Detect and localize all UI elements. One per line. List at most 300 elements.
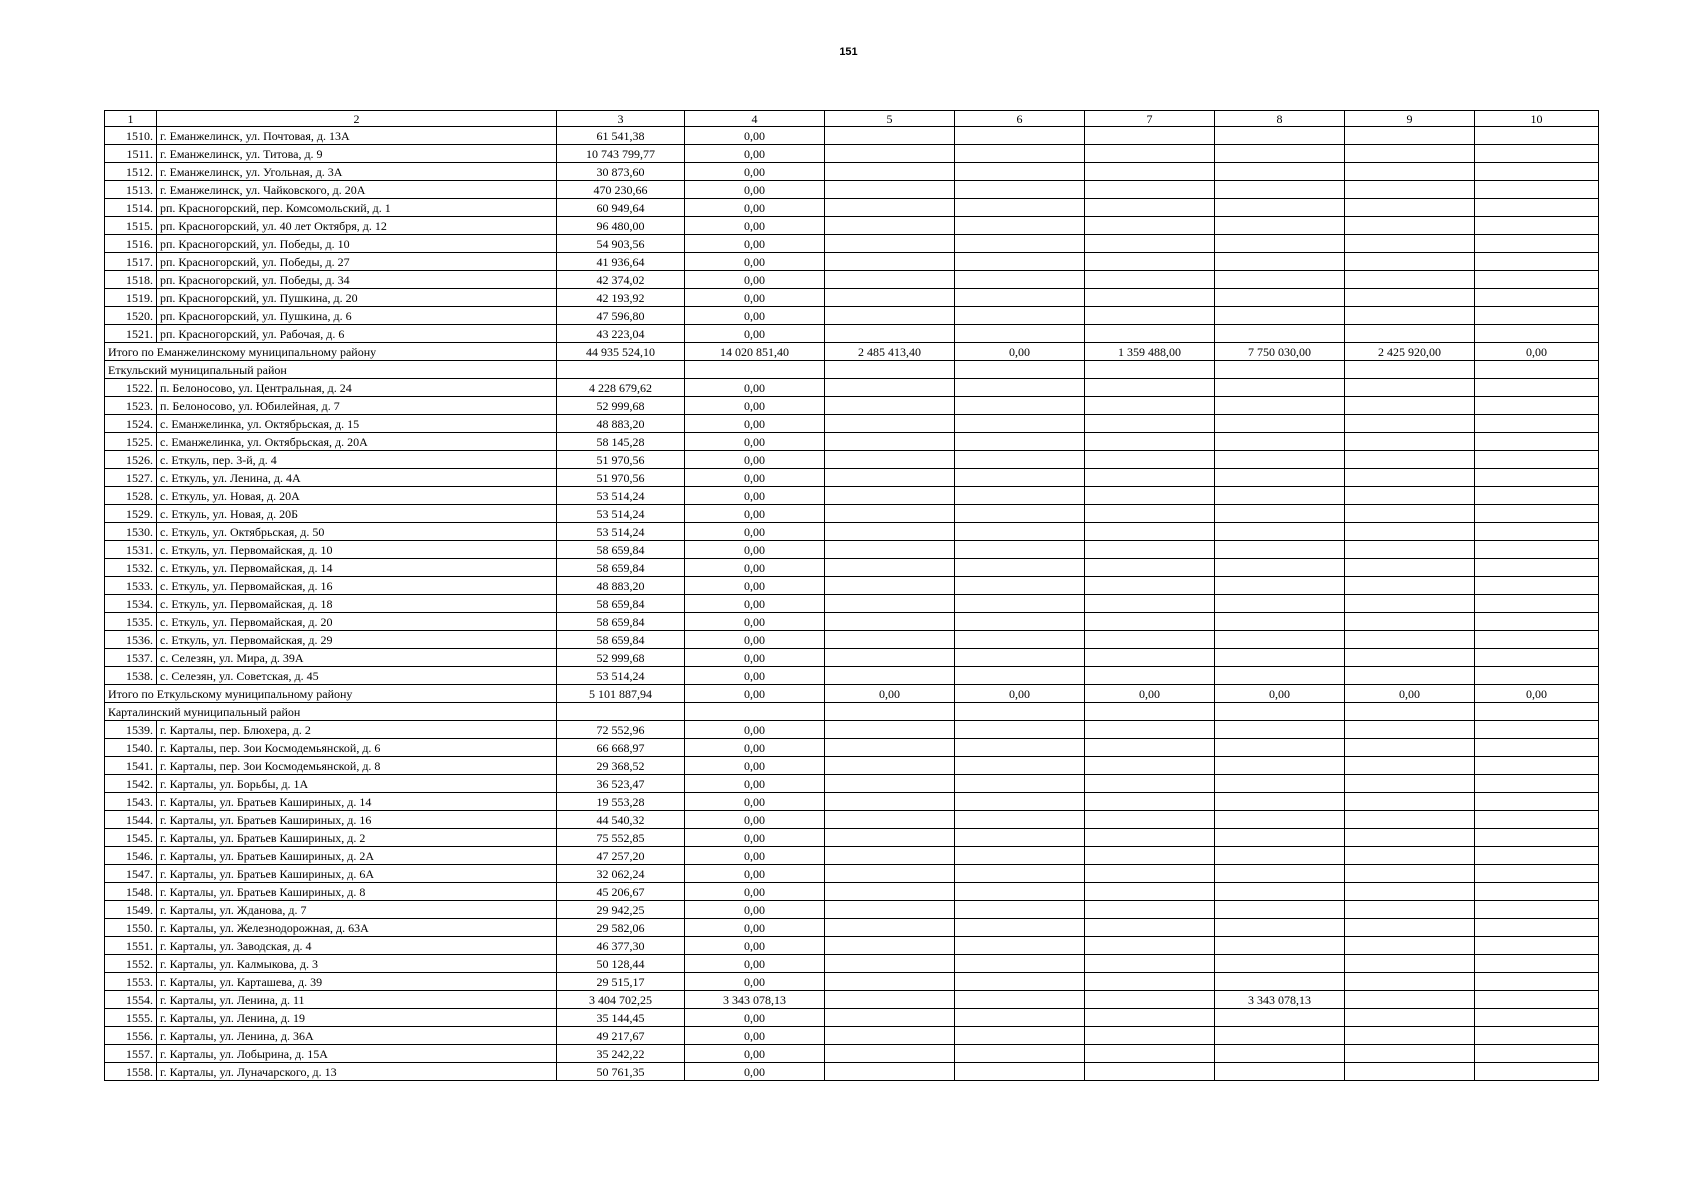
table-row <box>105 901 1599 919</box>
col6-cell <box>955 361 1085 379</box>
col4-cell: 0,00 <box>685 199 825 217</box>
address-cell: г. Карталы, ул. Братьев Кашириных, д. 6А <box>157 865 557 883</box>
col5-cell <box>825 505 955 523</box>
table-row <box>105 631 1599 649</box>
col5-cell <box>825 145 955 163</box>
col4-cell: 0,00 <box>685 757 825 775</box>
row-number: 1529. <box>105 505 157 523</box>
col7-cell <box>1085 379 1215 397</box>
col10-cell <box>1475 451 1599 469</box>
col4-cell: 0,00 <box>685 451 825 469</box>
col5-cell <box>825 793 955 811</box>
col6-cell <box>955 847 1085 865</box>
col4-cell: 0,00 <box>685 127 825 145</box>
table-row <box>105 991 1599 1009</box>
address-cell: г. Карталы, пер. Блюхера, д. 2 <box>157 721 557 739</box>
col3-cell: 29 942,25 <box>557 901 685 919</box>
col6-cell <box>955 163 1085 181</box>
row-number: 1521. <box>105 325 157 343</box>
col9-cell <box>1345 919 1475 937</box>
col9-cell <box>1345 883 1475 901</box>
col8-cell <box>1215 415 1345 433</box>
col6-cell <box>955 757 1085 775</box>
col4-cell: 0,00 <box>685 829 825 847</box>
col9-cell <box>1345 865 1475 883</box>
header-cell-5: 5 <box>825 111 955 127</box>
col7-cell <box>1085 253 1215 271</box>
address-cell: рп. Красногорский, ул. Рабочая, д. 6 <box>157 325 557 343</box>
col7-cell <box>1085 703 1215 721</box>
col8-cell <box>1215 775 1345 793</box>
col5-cell <box>825 829 955 847</box>
col10-cell <box>1475 127 1599 145</box>
col6-cell <box>955 721 1085 739</box>
col4-cell: 0,00 <box>685 919 825 937</box>
data-table <box>104 110 1599 1081</box>
col6-cell <box>955 235 1085 253</box>
col4-cell: 0,00 <box>685 595 825 613</box>
col6-cell <box>955 307 1085 325</box>
table-row <box>105 757 1599 775</box>
col5-cell <box>825 199 955 217</box>
col3-cell: 42 374,02 <box>557 271 685 289</box>
address-cell: г. Карталы, ул. Братьев Кашириных, д. 2 <box>157 829 557 847</box>
col6-cell <box>955 271 1085 289</box>
col3-cell: 30 873,60 <box>557 163 685 181</box>
col4-cell: 0,00 <box>685 793 825 811</box>
col7-cell <box>1085 181 1215 199</box>
col10-cell <box>1475 919 1599 937</box>
col10-cell <box>1475 775 1599 793</box>
row-number: 1539. <box>105 721 157 739</box>
table-row <box>105 793 1599 811</box>
address-cell: рп. Красногорский, ул. Победы, д. 27 <box>157 253 557 271</box>
col9-cell <box>1345 793 1475 811</box>
col10-cell <box>1475 793 1599 811</box>
table-row <box>105 505 1599 523</box>
row-number: 1558. <box>105 1063 157 1081</box>
section-label: Карталинский муниципальный район <box>105 703 557 721</box>
col8-cell <box>1215 145 1345 163</box>
address-cell: с. Еткуль, ул. Новая, д. 20А <box>157 487 557 505</box>
section-label: Еткульский муниципальный район <box>105 361 557 379</box>
col4-cell: 0,00 <box>685 577 825 595</box>
col10-cell <box>1475 541 1599 559</box>
col9-cell <box>1345 703 1475 721</box>
col8-cell <box>1215 667 1345 685</box>
col8-cell <box>1215 613 1345 631</box>
col9-cell <box>1345 523 1475 541</box>
header-cell-3: 3 <box>557 111 685 127</box>
col10-cell <box>1475 523 1599 541</box>
col3-cell: 48 883,20 <box>557 577 685 595</box>
row-number: 1540. <box>105 739 157 757</box>
col8-cell <box>1215 883 1345 901</box>
table-row <box>105 955 1599 973</box>
address-cell: г. Карталы, ул. Жданова, д. 7 <box>157 901 557 919</box>
col4-cell: 0,00 <box>685 181 825 199</box>
col8-cell <box>1215 937 1345 955</box>
col10-cell <box>1475 649 1599 667</box>
col4-cell: 0,00 <box>685 739 825 757</box>
row-number: 1514. <box>105 199 157 217</box>
col10-cell <box>1475 1045 1599 1063</box>
col8-cell <box>1215 127 1345 145</box>
col5-cell <box>825 883 955 901</box>
col7-cell <box>1085 955 1215 973</box>
col7-cell <box>1085 721 1215 739</box>
address-cell: г. Карталы, ул. Братьев Кашириных, д. 16 <box>157 811 557 829</box>
table-row <box>105 919 1599 937</box>
col8-cell <box>1215 703 1345 721</box>
total-row <box>105 685 1599 703</box>
address-cell: г. Карталы, ул. Заводская, д. 4 <box>157 937 557 955</box>
table-row <box>105 397 1599 415</box>
col3-cell: 47 257,20 <box>557 847 685 865</box>
col3-cell: 47 596,80 <box>557 307 685 325</box>
col3-cell: 41 936,64 <box>557 253 685 271</box>
col8-cell <box>1215 973 1345 991</box>
col3-cell: 29 515,17 <box>557 973 685 991</box>
table-row <box>105 541 1599 559</box>
col10-cell <box>1475 181 1599 199</box>
table-row <box>105 883 1599 901</box>
total-col10-cell: 0,00 <box>1475 685 1599 703</box>
table-row <box>105 217 1599 235</box>
address-cell: с. Селезян, ул. Мира, д. 39А <box>157 649 557 667</box>
col3-cell: 50 761,35 <box>557 1063 685 1081</box>
col3-cell: 3 404 702,25 <box>557 991 685 1009</box>
col6-cell <box>955 649 1085 667</box>
address-cell: с. Еткуль, ул. Первомайская, д. 14 <box>157 559 557 577</box>
table-row <box>105 775 1599 793</box>
total-col5-cell: 0,00 <box>825 685 955 703</box>
col10-cell <box>1475 505 1599 523</box>
col4-cell: 0,00 <box>685 901 825 919</box>
col6-cell <box>955 577 1085 595</box>
row-number: 1512. <box>105 163 157 181</box>
col4-cell: 0,00 <box>685 721 825 739</box>
col8-cell <box>1215 181 1345 199</box>
col3-cell: 72 552,96 <box>557 721 685 739</box>
col7-cell <box>1085 811 1215 829</box>
col5-cell <box>825 217 955 235</box>
col5-cell <box>825 847 955 865</box>
col7-cell <box>1085 1063 1215 1081</box>
col10-cell <box>1475 595 1599 613</box>
col10-cell <box>1475 1009 1599 1027</box>
row-number: 1531. <box>105 541 157 559</box>
col8-cell <box>1215 865 1345 883</box>
col6-cell <box>955 937 1085 955</box>
col9-cell <box>1345 937 1475 955</box>
col7-cell <box>1085 451 1215 469</box>
col9-cell <box>1345 631 1475 649</box>
col10-cell <box>1475 811 1599 829</box>
col10-cell <box>1475 865 1599 883</box>
address-cell: г. Карталы, ул. Калмыкова, д. 3 <box>157 955 557 973</box>
col9-cell <box>1345 1045 1475 1063</box>
table-row <box>105 325 1599 343</box>
col6-cell <box>955 973 1085 991</box>
col3-cell: 54 903,56 <box>557 235 685 253</box>
col4-cell: 0,00 <box>685 145 825 163</box>
col3-cell: 4 228 679,62 <box>557 379 685 397</box>
col6-cell <box>955 487 1085 505</box>
col4-cell <box>685 361 825 379</box>
col9-cell <box>1345 577 1475 595</box>
col8-cell <box>1215 199 1345 217</box>
col5-cell <box>825 235 955 253</box>
table-row <box>105 1009 1599 1027</box>
col7-cell <box>1085 577 1215 595</box>
col5-cell <box>825 379 955 397</box>
col7-cell <box>1085 901 1215 919</box>
col5-cell <box>825 667 955 685</box>
col3-cell: 58 659,84 <box>557 559 685 577</box>
col4-cell: 0,00 <box>685 271 825 289</box>
col5-cell <box>825 991 955 1009</box>
col9-cell <box>1345 361 1475 379</box>
col10-cell <box>1475 469 1599 487</box>
total-col10-cell: 0,00 <box>1475 343 1599 361</box>
col6-cell <box>955 793 1085 811</box>
col7-cell <box>1085 523 1215 541</box>
col10-cell <box>1475 253 1599 271</box>
col7-cell <box>1085 919 1215 937</box>
col4-cell: 0,00 <box>685 505 825 523</box>
row-number: 1523. <box>105 397 157 415</box>
total-col3-cell: 5 101 887,94 <box>557 685 685 703</box>
col3-cell: 75 552,85 <box>557 829 685 847</box>
col3-cell: 48 883,20 <box>557 415 685 433</box>
col5-cell <box>825 955 955 973</box>
col7-cell <box>1085 505 1215 523</box>
page-number: 151 <box>839 46 858 58</box>
col3-cell: 58 145,28 <box>557 433 685 451</box>
col8-cell <box>1215 811 1345 829</box>
row-number: 1532. <box>105 559 157 577</box>
col8-cell <box>1215 451 1345 469</box>
col7-cell <box>1085 595 1215 613</box>
row-number: 1557. <box>105 1045 157 1063</box>
col10-cell <box>1475 559 1599 577</box>
col9-cell <box>1345 811 1475 829</box>
address-cell: г. Карталы, ул. Ленина, д. 36А <box>157 1027 557 1045</box>
col4-cell: 0,00 <box>685 523 825 541</box>
col10-cell <box>1475 163 1599 181</box>
col6-cell <box>955 127 1085 145</box>
col5-cell <box>825 433 955 451</box>
col7-cell <box>1085 487 1215 505</box>
col4-cell: 0,00 <box>685 469 825 487</box>
col7-cell <box>1085 667 1215 685</box>
col6-cell <box>955 1045 1085 1063</box>
total-col4-cell: 0,00 <box>685 685 825 703</box>
row-number: 1530. <box>105 523 157 541</box>
col5-cell <box>825 901 955 919</box>
col5-cell <box>825 613 955 631</box>
col9-cell <box>1345 613 1475 631</box>
address-cell: г. Еманжелинск, ул. Угольная, д. 3А <box>157 163 557 181</box>
col4-cell: 0,00 <box>685 253 825 271</box>
col7-cell <box>1085 541 1215 559</box>
col3-cell: 66 668,97 <box>557 739 685 757</box>
row-number: 1534. <box>105 595 157 613</box>
col4-cell: 0,00 <box>685 631 825 649</box>
table-row <box>105 973 1599 991</box>
col8-cell <box>1215 757 1345 775</box>
col9-cell <box>1345 397 1475 415</box>
col6-cell <box>955 667 1085 685</box>
address-cell: г. Карталы, ул. Карташева, д. 39 <box>157 973 557 991</box>
col8-cell <box>1215 649 1345 667</box>
col3-cell: 53 514,24 <box>557 487 685 505</box>
total-col8-cell: 7 750 030,00 <box>1215 343 1345 361</box>
col5-cell <box>825 973 955 991</box>
col7-cell <box>1085 271 1215 289</box>
col10-cell <box>1475 1027 1599 1045</box>
col9-cell <box>1345 271 1475 289</box>
col9-cell <box>1345 667 1475 685</box>
col9-cell <box>1345 829 1475 847</box>
total-col6-cell: 0,00 <box>955 343 1085 361</box>
row-number: 1542. <box>105 775 157 793</box>
col6-cell <box>955 1027 1085 1045</box>
col3-cell: 19 553,28 <box>557 793 685 811</box>
address-cell: с. Еткуль, ул. Новая, д. 20Б <box>157 505 557 523</box>
col9-cell <box>1345 901 1475 919</box>
col6-cell <box>955 505 1085 523</box>
address-cell: г. Карталы, ул. Братьев Кашириных, д. 14 <box>157 793 557 811</box>
col3-cell: 10 743 799,77 <box>557 145 685 163</box>
total-col6-cell: 0,00 <box>955 685 1085 703</box>
col9-cell <box>1345 991 1475 1009</box>
col4-cell: 0,00 <box>685 667 825 685</box>
section-row <box>105 361 1599 379</box>
col8-cell <box>1215 253 1345 271</box>
address-cell: с. Еткуль, ул. Ленина, д. 4А <box>157 469 557 487</box>
total-col3-cell: 44 935 524,10 <box>557 343 685 361</box>
row-number: 1519. <box>105 289 157 307</box>
row-number: 1510. <box>105 127 157 145</box>
col6-cell <box>955 595 1085 613</box>
address-cell: с. Селезян, ул. Советская, д. 45 <box>157 667 557 685</box>
col7-cell <box>1085 631 1215 649</box>
address-cell: г. Карталы, ул. Братьев Кашириных, д. 8 <box>157 883 557 901</box>
col7-cell <box>1085 469 1215 487</box>
col9-cell <box>1345 649 1475 667</box>
row-number: 1547. <box>105 865 157 883</box>
col7-cell <box>1085 289 1215 307</box>
table-row <box>105 523 1599 541</box>
col5-cell <box>825 1027 955 1045</box>
col9-cell <box>1345 433 1475 451</box>
address-cell: с. Еткуль, пер. 3-й, д. 4 <box>157 451 557 469</box>
col5-cell <box>825 577 955 595</box>
col5-cell <box>825 127 955 145</box>
col7-cell <box>1085 361 1215 379</box>
col5-cell <box>825 289 955 307</box>
col5-cell <box>825 649 955 667</box>
col3-cell: 49 217,67 <box>557 1027 685 1045</box>
col9-cell <box>1345 595 1475 613</box>
col8-cell <box>1215 325 1345 343</box>
col4-cell: 0,00 <box>685 811 825 829</box>
col3-cell: 61 541,38 <box>557 127 685 145</box>
col5-cell <box>825 415 955 433</box>
address-cell: с. Еткуль, ул. Первомайская, д. 20 <box>157 613 557 631</box>
col9-cell <box>1345 217 1475 235</box>
col8-cell <box>1215 487 1345 505</box>
row-number: 1525. <box>105 433 157 451</box>
table-row <box>105 487 1599 505</box>
col6-cell <box>955 1009 1085 1027</box>
col5-cell <box>825 523 955 541</box>
address-cell: г. Карталы, ул. Железнодорожная, д. 63А <box>157 919 557 937</box>
header-cell-10: 10 <box>1475 111 1599 127</box>
col9-cell <box>1345 379 1475 397</box>
col3-cell: 53 514,24 <box>557 523 685 541</box>
col4-cell: 0,00 <box>685 541 825 559</box>
header-cell-4: 4 <box>685 111 825 127</box>
col8-cell <box>1215 217 1345 235</box>
row-number: 1541. <box>105 757 157 775</box>
address-cell: с. Еманжелинка, ул. Октябрьская, д. 15 <box>157 415 557 433</box>
table-row <box>105 379 1599 397</box>
col3-cell: 53 514,24 <box>557 667 685 685</box>
col7-cell <box>1085 397 1215 415</box>
col10-cell <box>1475 397 1599 415</box>
total-col7-cell: 0,00 <box>1085 685 1215 703</box>
col10-cell <box>1475 721 1599 739</box>
header-cell-1: 1 <box>105 111 157 127</box>
address-cell: г. Карталы, пер. Зои Космодемьянской, д. 6 <box>157 739 557 757</box>
row-number: 1549. <box>105 901 157 919</box>
col8-cell: 3 343 078,13 <box>1215 991 1345 1009</box>
col10-cell <box>1475 937 1599 955</box>
col6-cell <box>955 433 1085 451</box>
row-number: 1552. <box>105 955 157 973</box>
row-number: 1535. <box>105 613 157 631</box>
col8-cell <box>1215 289 1345 307</box>
col10-cell <box>1475 379 1599 397</box>
col8-cell <box>1215 541 1345 559</box>
row-number: 1536. <box>105 631 157 649</box>
address-cell: г. Карталы, пер. Зои Космодемьянской, д. 8 <box>157 757 557 775</box>
col7-cell <box>1085 433 1215 451</box>
col5-cell <box>825 469 955 487</box>
col6-cell <box>955 955 1085 973</box>
col6-cell <box>955 883 1085 901</box>
col10-cell <box>1475 667 1599 685</box>
address-cell: рп. Красногорский, ул. 40 лет Октября, д. 12 <box>157 217 557 235</box>
col10-cell <box>1475 739 1599 757</box>
col7-cell <box>1085 199 1215 217</box>
col7-cell <box>1085 145 1215 163</box>
col6-cell <box>955 811 1085 829</box>
col3-cell: 51 970,56 <box>557 469 685 487</box>
col5-cell <box>825 865 955 883</box>
col6-cell <box>955 559 1085 577</box>
total-row <box>105 343 1599 361</box>
col10-cell <box>1475 487 1599 505</box>
col5-cell <box>825 721 955 739</box>
col6-cell <box>955 181 1085 199</box>
col9-cell <box>1345 289 1475 307</box>
col7-cell <box>1085 127 1215 145</box>
col9-cell <box>1345 487 1475 505</box>
